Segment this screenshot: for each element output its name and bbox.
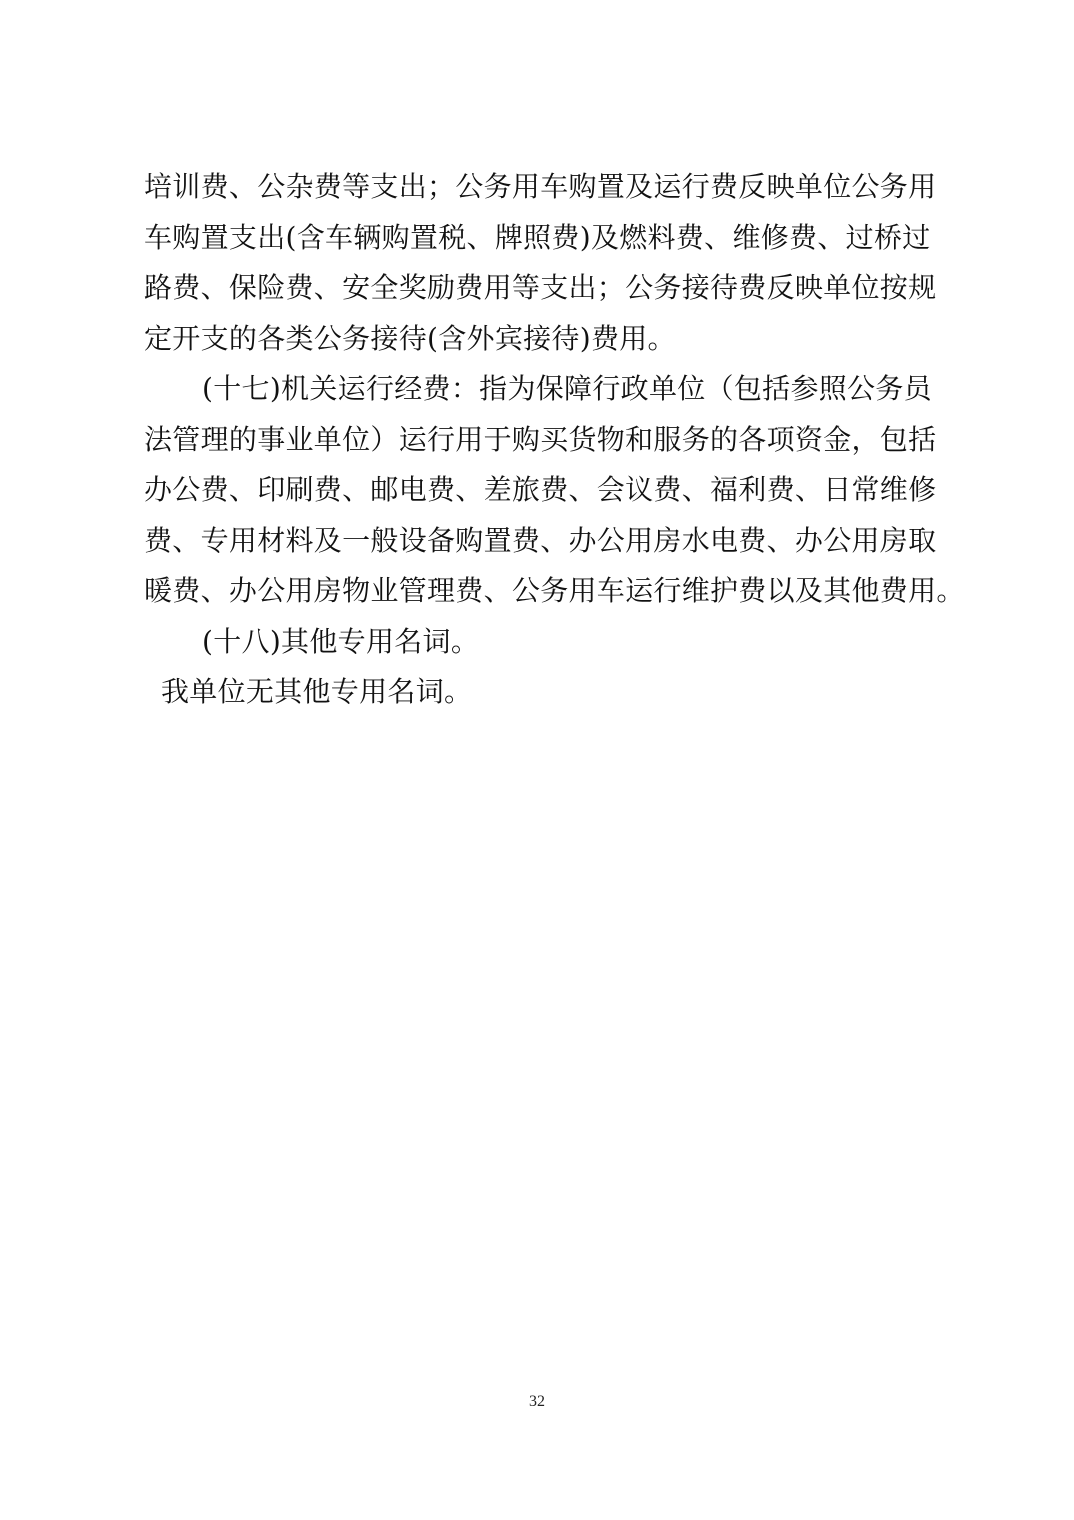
text-line: 暖费、办公用房物业管理费、公务用车运行维护费以及其他费用。 [144,574,965,607]
section-heading-17: (十七)机关运行经费：指为保障行政单位（包括参照公务员 [202,372,932,405]
text-line: 办公费、印刷费、邮电费、差旅费、会议费、福利费、日常维修 [144,473,937,506]
section-heading-18: (十八)其他专用名词。 [202,624,480,658]
text-line: 培训费、公杂费等支出；公务用车购置及运行费反映单位公务用 [144,170,937,203]
text-line: 车购置支出(含车辆购置税、牌照费)及燃料费、维修费、过桥过 [144,220,931,254]
text-line: 定开支的各类公务接待(含外宾接待)费用。 [144,321,676,355]
text-line: 我单位无其他专用名词。 [161,675,473,708]
page-number: 32 [529,1393,545,1410]
text-line: 路费、保险费、安全奖励费用等支出；公务接待费反映单位按规 [144,271,937,304]
text-line: 费、专用材料及一般设备购置费、办公用房水电费、办公用房取 [144,523,937,557]
body-text [144,162,965,718]
text-line: 法管理的事业单位）运行用于购买货物和服务的各项资金，包括 [144,422,937,456]
